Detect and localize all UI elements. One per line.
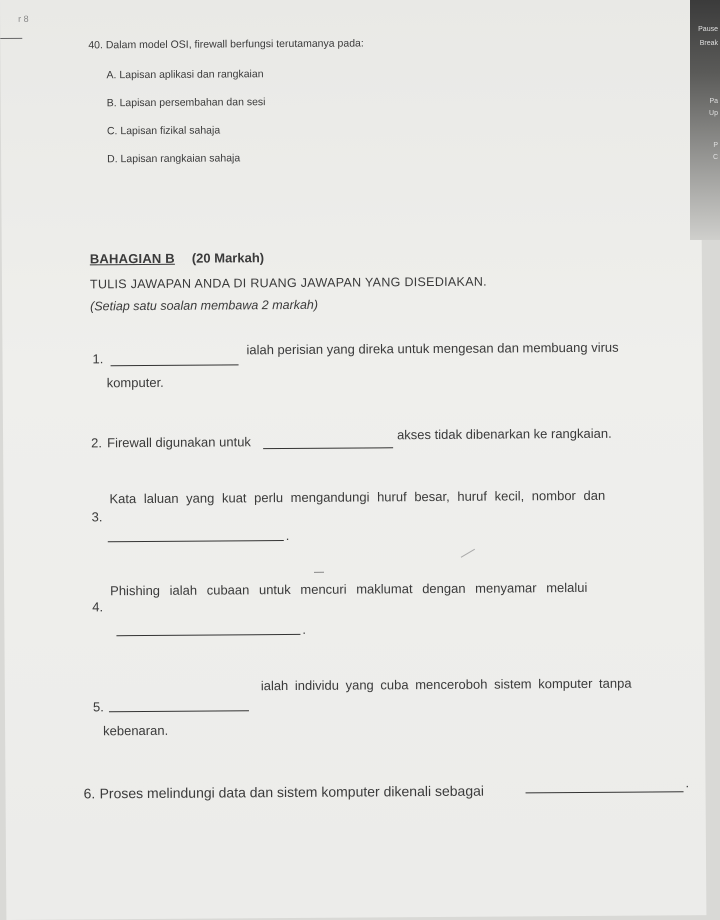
section-instruction: TULIS JAWAPAN ANDA DI RUANG JAWAPAN YANG DISEDIAKAN. <box>89 274 487 292</box>
q5-continuation: kebenaran. <box>103 722 169 739</box>
q6-number: 6. <box>83 785 96 802</box>
background-edge <box>690 0 720 240</box>
pencil-mark <box>461 549 475 558</box>
edge-label: Pa <box>709 98 718 105</box>
q6-answer-blank[interactable] <box>526 791 684 793</box>
edge-label: Up <box>709 110 718 117</box>
edge-label: P <box>713 142 718 149</box>
q3-text: Kata laluan yang kuat perlu mengandungi huruf besar, huruf kecil, nombor dan <box>109 487 606 507</box>
q6-end: . <box>685 775 690 791</box>
margin-note: r 8 <box>18 13 29 24</box>
q4-answer-blank[interactable] <box>116 634 300 636</box>
q5-number: 5. <box>92 699 104 715</box>
edge-label: C <box>712 154 718 161</box>
q3-end: . <box>285 527 290 544</box>
q4-text: Phishing ialah cubaan untuk mencuri maklumat dengan menyamar melalui <box>110 579 588 599</box>
q1-answer-blank[interactable] <box>111 364 239 366</box>
q6-text: Proses melindungi data dan sistem komputer dikenali sebagai <box>99 782 485 802</box>
pencil-mark <box>314 572 324 573</box>
q1-text: ialah perisian yang direka untuk mengesan dan membuang virus <box>246 339 619 358</box>
q3-number: 3. <box>91 509 103 525</box>
question-40: 40. Dalam model OSI, firewall berfungsi terutamanya pada: <box>88 37 364 52</box>
q4-number: 4. <box>92 599 104 615</box>
q4-end: . <box>302 621 307 637</box>
q5-answer-blank[interactable] <box>109 710 249 712</box>
q2-number: 2. <box>91 435 102 451</box>
option-c: C. Lapisan fizikal sahaja <box>106 124 221 138</box>
edge-label: Break <box>699 40 718 47</box>
q2-text-before: Firewall digunakan untuk <box>107 434 251 451</box>
option-b: B. Lapisan persembahan dan sesi <box>106 96 266 110</box>
option-a: A. Lapisan aplikasi dan rangkaian <box>106 68 264 82</box>
margin-line <box>0 38 22 39</box>
section-title: BAHAGIAN B <box>89 250 175 267</box>
q2-answer-blank[interactable] <box>263 447 393 449</box>
q2-text-after: akses tidak dibenarkan ke rangkaian. <box>396 425 612 443</box>
section-note: (Setiap satu soalan membawa 2 markah) <box>90 297 319 314</box>
q5-text: ialah individu yang cuba menceroboh sistem komputer tanpa <box>260 675 632 694</box>
edge-label: Pause <box>698 26 718 33</box>
q3-answer-blank[interactable] <box>108 540 284 542</box>
q1-continuation: komputer. <box>106 374 164 391</box>
q1-number: 1. <box>92 351 104 367</box>
option-d: D. Lapisan rangkaian sahaja <box>107 152 241 166</box>
section-marks: (20 Markah) <box>191 250 265 266</box>
